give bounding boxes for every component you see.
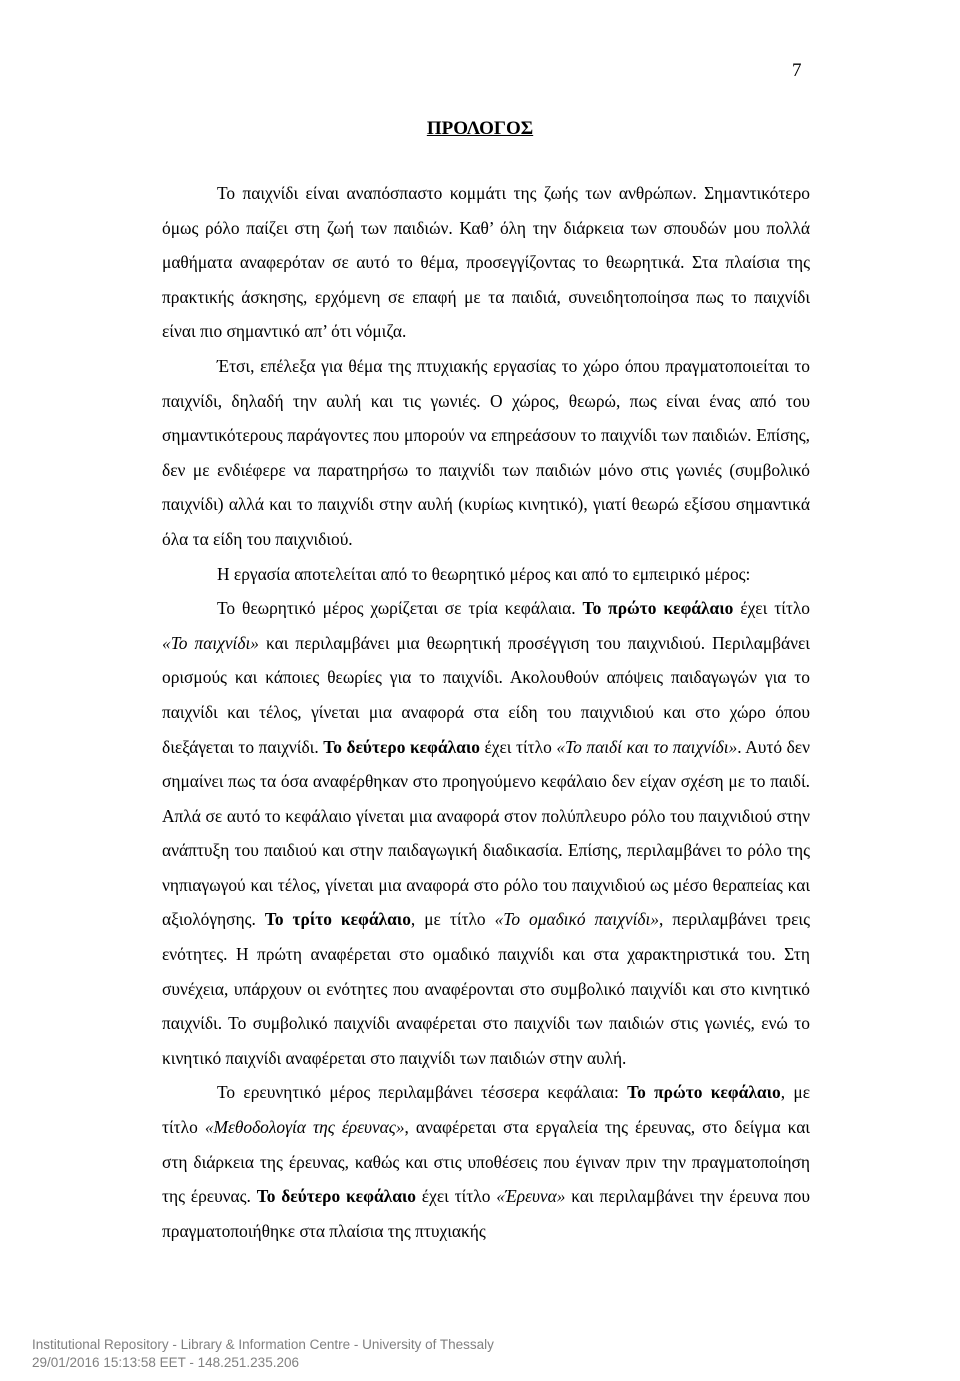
paragraph-4 xyxy=(162,591,810,1075)
paragraph-5 xyxy=(162,1075,810,1248)
italic-chapter-title: «Το ομαδικό παιχνίδι» xyxy=(494,909,660,930)
footer-line-2: 29/01/2016 15:13:58 EET - 148.251.235.206 xyxy=(32,1355,299,1370)
text-span: έχει τίτλο xyxy=(479,736,557,757)
italic-chapter-title: «Το παιχνίδι» xyxy=(162,632,259,653)
bold-chapter-label: Το πρώτο κεφάλαιο xyxy=(627,1082,781,1103)
body-text xyxy=(162,176,810,1248)
bold-chapter-label: Το δεύτερο κεφάλαιο xyxy=(323,736,480,757)
paragraph-2 xyxy=(162,349,810,557)
text-span: έχει τίτλο xyxy=(733,598,810,619)
text-span: , με τίτλο xyxy=(410,909,495,930)
italic-chapter-title: «Μεθοδολογία της έρευνας» xyxy=(204,1117,405,1138)
paragraph-1 xyxy=(162,176,810,349)
repository-footer xyxy=(32,1336,494,1372)
footer-line-1: Institutional Repository - Library & Information Centre - University of Thessaly xyxy=(32,1337,494,1352)
bold-chapter-label: Το τρίτο κεφάλαιο xyxy=(264,909,411,930)
page-title: ΠΡΟΛΟΓΟΣ xyxy=(426,118,534,139)
text-span: Το ερευνητικό μέρος περιλαμβάνει τέσσερα κεφάλαια: xyxy=(217,1082,628,1103)
text-span: , περιλαμβάνει τρεις ενότητες. Η πρώτη αναφέρεται στο ομαδικό παιχνίδι και στα χαρακτηριστικά του. Στη συνέχεια, υπάρχουν οι ενότητες που αναφέρονται στο συμβολικό παιχνίδι και στο κινητικό παιχνίδι. Το συμβολικό παιχνίδι αναφέρεται στο παιχνίδι των παιδιών στις γωνιές, ενώ το κινητικό παιχνίδι αναφέρεται στο παιχνίδι των παιδιών στην αυλή. xyxy=(162,909,810,1068)
text-span: έχει τίτλο xyxy=(415,1186,497,1207)
text-span: Το θεωρητικό μέρος χωρίζεται σε τρία κεφάλαια. xyxy=(217,598,583,619)
page-number: 7 xyxy=(792,60,802,81)
text-span: , αναφέρεται στα εργαλεία της έρευνας, στο δείγμα και στη διάρκεια της έρευνας, καθώς και στις υποθέσεις που έγιναν πριν την πραγματοποίηση της έρευνας. xyxy=(162,1117,810,1207)
italic-chapter-title: «Έρευνα» xyxy=(496,1186,566,1207)
text-span: και περιλαμβάνει μια θεωρητική προσέγγιση του παιχνιδιού. Περιλαμβάνει ορισμούς και κάποιες θεωρίες για το παιχνίδι. Ακολουθούν απόψεις παιδαγωγών για το παιχνίδι και τέλος, γίνεται μια αναφορά στα είδη του παιχνιδιού και στο χώρο όπου διεξάγεται το παιχνίδι. xyxy=(162,632,810,757)
bold-chapter-label: Το πρώτο κεφάλαιο xyxy=(582,598,734,619)
text-span: Η εργασία αποτελείται από το θεωρητικό μέρος και από το εμπειρικό μέρος: xyxy=(217,563,751,584)
text-span: . Αυτό δεν σημαίνει πως τα όσα αναφέρθηκαν στο προηγούμενο κεφάλαιο δεν είχαν σχέση με το παιδί. Απλά σε αυτό το κεφάλαιο γίνεται μια αναφορά στον πολύπλευρο ρόλο του παιχνιδιού στην ανάπτυξη του παιδιού και στην παιδαγωγική διαδικασία. Επίσης, περιλαμβάνει το ρόλο της νηπιαγωγού και τέλος, γίνεται μια αναφορά στο ρόλο του παιχνιδιού ως μέσο θεραπείας και αξιολόγησης. xyxy=(162,736,810,930)
bold-chapter-label: Το δεύτερο κεφάλαιο xyxy=(256,1186,416,1207)
paragraph-3 xyxy=(162,557,810,592)
text-span: και περιλαμβάνει την έρευνα που πραγματοποιήθηκε στα πλαίσια της πτυχιακής xyxy=(162,1186,810,1241)
text-span: Έτσι, επέλεξα για θέμα της πτυχιακής εργασίας το χώρο όπου πραγματοποιείται το παιχνίδι, δηλαδή την αυλή και τις γωνιές. Ο χώρος, θεωρώ, πως είναι ένας από του σημαντικότερους παράγοντες που μπορούν να επηρεάσουν το παιχνίδι των παιδιών. Επίσης, δεν με ενδιέφερε να παρατηρήσω το παιχνίδι των παιδιών μόνο στις γωνιές (συμβολικό παιχνίδι) αλλά και το παιχνίδι στην αυλή (κυρίως κινητικό), γιατί θεωρώ εξίσου σημαντικά όλα τα είδη του παιχνιδιού. xyxy=(162,355,810,549)
italic-chapter-title: «Το παιδί και το παιχνίδι» xyxy=(556,736,738,757)
text-span: , με τίτλο xyxy=(162,1082,811,1138)
text-span: Το παιχνίδι είναι αναπόσπαστο κομμάτι της ζωής των ανθρώπων. Σημαντικότερο όμως ρόλο παίζει στη ζωή των παιδιών. Καθ’ όλη την διάρκεια των σπουδών μου πολλά μαθήματα αναφερόταν σε αυτό το θέμα, προσεγγίζοντας το θεωρητικά. Στα πλαίσια της πρακτικής άσκησης, ερχόμενη σε επαφή με τα παιδιά, συνειδητοποίησα πως το παιχνίδι είναι πιο σημαντικό απ’ ότι νόμιζα. xyxy=(162,183,810,342)
